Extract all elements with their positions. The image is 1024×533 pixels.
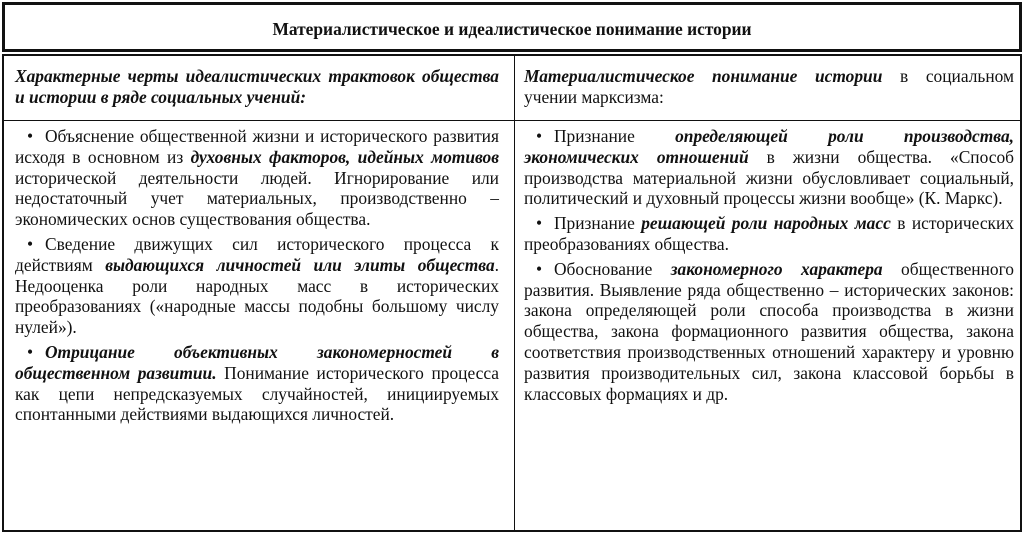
bullet-icon: • bbox=[535, 126, 543, 146]
item-emphasis: решающей роли народных масс bbox=[641, 213, 891, 234]
right-header-emphasis: Материалистическое понимание истории bbox=[524, 66, 883, 86]
right-header-rest: в социальном учении марксизма: bbox=[524, 66, 1014, 107]
list-item bbox=[524, 259, 1014, 405]
item-text: в жизни общества. «Способ производства материальной жизни обусловливает социальный, политический и духовный процессы жизни вообще» (К. Маркс). bbox=[524, 146, 1015, 209]
item-text: Обоснование bbox=[554, 258, 671, 279]
comparison-table bbox=[2, 54, 1022, 532]
item-text: Признание bbox=[554, 213, 642, 234]
left-column-header: Характерные черты идеалистических трактовок общества и истории в ряде социальных учений: bbox=[15, 66, 499, 107]
bullet-icon: • bbox=[26, 233, 34, 254]
list-item bbox=[15, 342, 499, 425]
item-text: в исторических преобразованиях общества. bbox=[524, 213, 1015, 254]
left-column-body bbox=[15, 126, 499, 429]
title-box bbox=[2, 2, 1022, 52]
item-text: Объяснение общественной жизни и исторического развития исходя в основном из bbox=[15, 126, 499, 167]
item-text: Признание bbox=[554, 126, 676, 146]
page-title: Материалистическое и идеалистическое понимание истории bbox=[272, 19, 752, 39]
list-item bbox=[524, 213, 1014, 255]
item-text: исторической деятельности людей. Игнорирование или недостаточный учет материальных, производственно – экономических основ существования общества. bbox=[15, 167, 499, 230]
item-emphasis: определяющей роли производства, экономических отношений bbox=[524, 126, 1014, 167]
item-emphasis: закономерного характера bbox=[670, 258, 883, 279]
item-emphasis: выдающихся личностей или элиты общества bbox=[105, 254, 495, 275]
list-item bbox=[15, 126, 499, 230]
item-emphasis: духовных факторов, идейных мотивов bbox=[190, 146, 499, 167]
item-text: . Недооценка роли народных масс в исторических преобразованиях («народные массы подобны большому числу нулей»). bbox=[15, 254, 500, 338]
header-divider bbox=[4, 120, 1020, 121]
list-item bbox=[524, 126, 1014, 209]
item-text: Сведение движущих сил исторического процесса к действиям bbox=[15, 233, 499, 275]
right-column-body bbox=[524, 126, 1014, 408]
right-column-header bbox=[524, 66, 1014, 108]
item-text: Понимание исторического процесса как цепи непредсказуемых случайностей, инициируемых спонтанными действиями выдающихся личностей. bbox=[15, 362, 499, 425]
item-text: общественного развития. Выявление ряда общественно – исторических законов: закона определяющей роли способа производства в жизни общества, закона формационного развития общества, закона соответствия производственных отношений характеру и уровню развития производительных сил, закона классовой борьбы в классовых формациях и др. bbox=[524, 258, 1014, 404]
bullet-icon: • bbox=[26, 126, 34, 146]
bullet-icon: • bbox=[26, 341, 34, 362]
bullet-icon: • bbox=[535, 258, 543, 279]
item-emphasis: Отрицание объективных закономерностей в общественном развитии. bbox=[15, 341, 499, 383]
list-item bbox=[15, 234, 499, 338]
column-divider bbox=[514, 56, 515, 530]
bullet-icon: • bbox=[535, 213, 543, 234]
